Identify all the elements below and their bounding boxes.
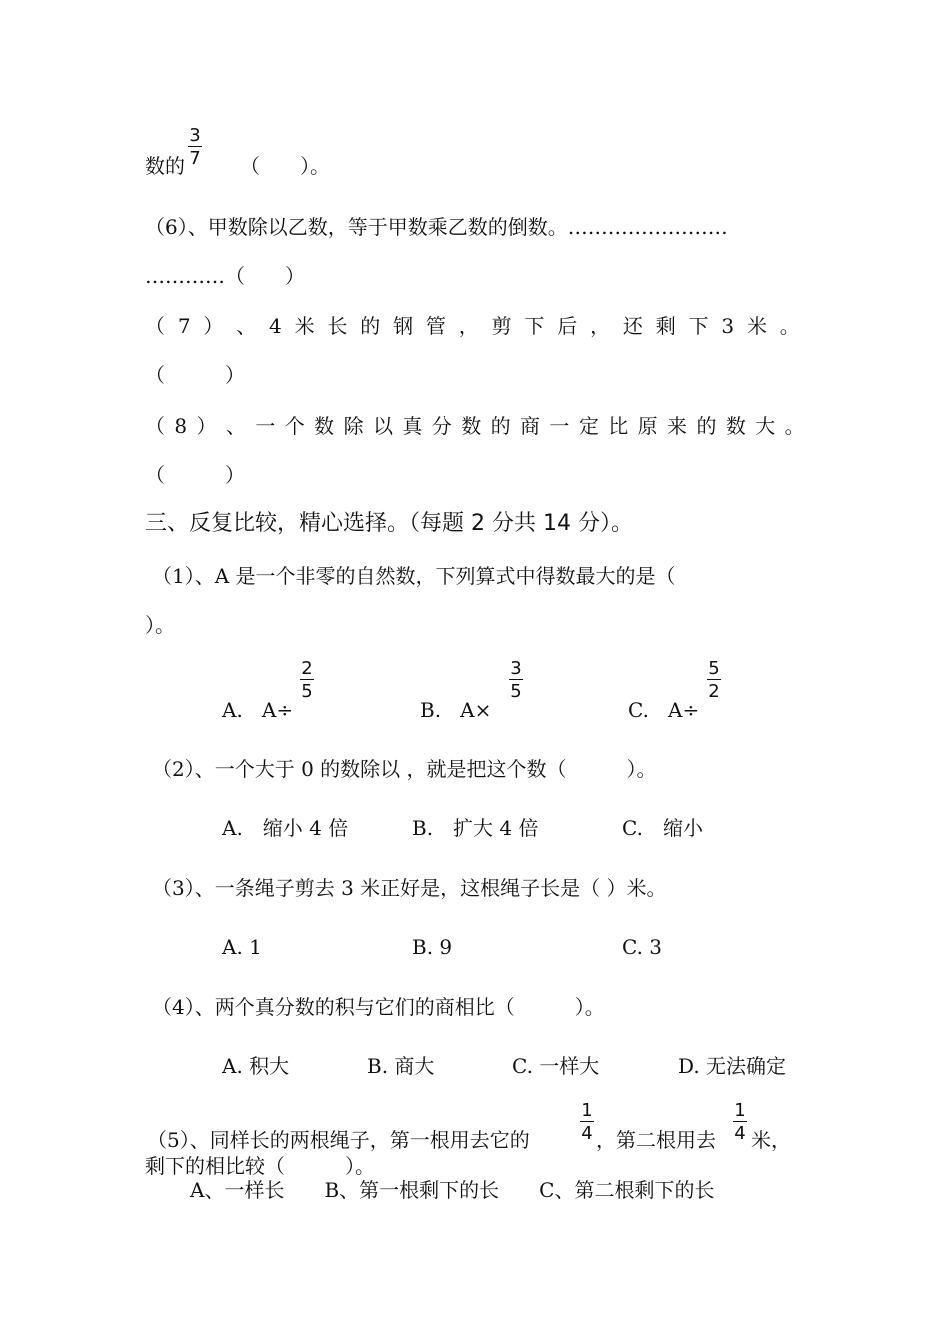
- q7-token: 还: [622, 314, 643, 338]
- choice-q5-stem-line2: 剩下的相比较（ ）。: [145, 1154, 375, 1178]
- q8-token: 8: [174, 414, 188, 438]
- section3-heading: 三、反复比较，精心选择。（每题 2 分共 14 分）。: [145, 511, 633, 536]
- judge-q8-answer-paren[interactable]: （ ）: [145, 463, 245, 487]
- fraction-bar: [733, 1121, 747, 1122]
- judge-q8-line: [145, 414, 805, 438]
- option-c-label: C.: [628, 698, 649, 722]
- q8-token: 一: [549, 414, 570, 438]
- choice-q2-stem: （2）、一个大于 0 的数除以 ，就是把这个数（ ）。: [152, 757, 657, 781]
- choice-q1-option-a[interactable]: [222, 698, 293, 722]
- choice-q3-stem: （3）、一条绳子剪去 3 米正好是，这根绳子长是（ ）米。: [152, 876, 667, 900]
- choice-q2-option-c[interactable]: C. 缩小: [622, 816, 703, 840]
- q7-token: 7: [177, 314, 191, 338]
- judge-q5-answer-paren[interactable]: （ ）。: [240, 154, 330, 178]
- q8-token: 个: [284, 414, 305, 438]
- fraction-numerator: 3: [189, 125, 201, 146]
- judge-q6-line2[interactable]: …………（ ）: [145, 264, 305, 288]
- q7-token: 下: [524, 314, 545, 338]
- q7-token: 长: [327, 314, 348, 338]
- q8-token: 的: [696, 414, 717, 438]
- fraction-denominator: 2: [708, 681, 720, 702]
- q7-token: 钢: [393, 314, 414, 338]
- fraction-numerator: 5: [708, 658, 720, 679]
- choice-q4-option-c[interactable]: C. 一样大: [512, 1054, 600, 1078]
- q8-token: 以: [372, 414, 393, 438]
- choice-q5-stem-part2: ，第二根用去: [596, 1128, 716, 1152]
- q7-token: 米: [746, 314, 767, 338]
- fraction-numerator: 3: [510, 658, 522, 679]
- fraction-bar: [580, 1121, 594, 1122]
- fraction-three-sevenths: [188, 126, 202, 168]
- q8-token: 来: [667, 414, 688, 438]
- fraction-three-fifths: [509, 659, 523, 701]
- fraction-denominator: 7: [189, 148, 201, 169]
- q8-token: 数: [461, 414, 482, 438]
- fraction-two-fifths: [300, 659, 314, 701]
- choice-q4-option-b[interactable]: B. 商大: [367, 1054, 435, 1078]
- choice-q2-option-b[interactable]: B. 扩大 4 倍: [412, 816, 539, 840]
- q7-token: 的: [360, 314, 381, 338]
- q8-token: 定: [578, 414, 599, 438]
- q7-token: （: [145, 314, 165, 338]
- fraction-bar: [509, 679, 523, 680]
- choice-q1-line2: ）。: [145, 613, 175, 637]
- choice-q5-options[interactable]: A、一样长 B、第一根剩下的长 C、第二根剩下的长: [190, 1178, 715, 1202]
- judge-q7-line: [145, 314, 800, 338]
- choice-q3-option-a[interactable]: A. 1: [222, 935, 262, 959]
- fraction-bar: [707, 679, 721, 680]
- q7-token: ）: [203, 314, 224, 338]
- q8-token: ）: [196, 414, 217, 438]
- option-b-label: B.: [420, 698, 442, 722]
- option-b-expr: A×: [460, 698, 492, 722]
- q7-token: 管: [425, 314, 446, 338]
- q8-token: 一: [255, 414, 276, 438]
- option-c-expr: A÷: [668, 698, 700, 722]
- q7-token: 3: [721, 314, 735, 338]
- q8-token: （: [145, 414, 165, 438]
- judge-q6-line1: （6）、甲数除以乙数，等于甲数乘乙数的倒数。……………………: [145, 215, 728, 239]
- q8-token: 的: [490, 414, 511, 438]
- q8-token: 大: [755, 414, 776, 438]
- fraction-denominator: 4: [734, 1123, 746, 1144]
- choice-q4-option-d[interactable]: D. 无法确定: [678, 1054, 787, 1078]
- fraction-denominator: 5: [510, 681, 522, 702]
- fraction-bar: [188, 146, 202, 147]
- q7-token: 下: [688, 314, 709, 338]
- fraction-bar: [300, 679, 314, 680]
- choice-q5-stem-part1: （5）、同样长的两根绳子，第一根用去它的: [147, 1128, 530, 1152]
- q7-token: 4: [269, 314, 282, 338]
- q7-token: 、: [236, 314, 257, 338]
- fraction-one-quarter-first: [580, 1101, 594, 1143]
- fraction-denominator: 4: [581, 1123, 593, 1144]
- q8-token: 除: [343, 414, 364, 438]
- choice-q4-option-a[interactable]: A. 积大: [222, 1054, 290, 1078]
- judge-q7-answer-paren[interactable]: （ ）: [145, 363, 245, 387]
- q7-token: 后: [557, 314, 578, 338]
- q7-token: 剩: [655, 314, 676, 338]
- q8-token: 原: [637, 414, 658, 438]
- q8-token: 真: [402, 414, 423, 438]
- q8-token: 分: [431, 414, 452, 438]
- fraction-five-halves: [707, 659, 721, 701]
- q8-token: 比: [608, 414, 629, 438]
- fraction-denominator: 5: [301, 681, 313, 702]
- q7-token: 。: [779, 314, 800, 338]
- q8-token: 、: [225, 414, 246, 438]
- choice-q1-option-b[interactable]: [420, 698, 491, 722]
- fraction-one-quarter-second: [733, 1101, 747, 1143]
- choice-q4-stem: （4）、两个真分数的积与它们的商相比（ ）。: [152, 995, 605, 1019]
- judge-q5-tail: 数的: [145, 154, 185, 178]
- q7-token: ，: [590, 314, 611, 338]
- fraction-numerator: 2: [301, 658, 313, 679]
- q7-token: 剪: [491, 314, 512, 338]
- option-a-expr: A÷: [261, 698, 294, 722]
- choice-q5-stem-part3: 米，: [751, 1128, 791, 1152]
- choice-q3-option-b[interactable]: B. 9: [412, 935, 453, 959]
- choice-q3-option-c[interactable]: C. 3: [622, 935, 663, 959]
- q8-token: 。: [784, 414, 805, 438]
- choice-q1-option-c[interactable]: [628, 698, 699, 722]
- q8-token: 数: [314, 414, 335, 438]
- choice-q1-line1: （1）、A 是一个非零的自然数，下列算式中得数最大的是（: [152, 564, 676, 588]
- choice-q2-option-a[interactable]: A. 缩小 4 倍: [222, 816, 349, 840]
- fraction-numerator: 1: [581, 1100, 593, 1121]
- q7-token: ，: [458, 314, 479, 338]
- fraction-numerator: 1: [734, 1100, 746, 1121]
- option-a-label: A.: [222, 698, 243, 722]
- q7-token: 米: [294, 314, 315, 338]
- q8-token: 数: [725, 414, 746, 438]
- q8-token: 商: [520, 414, 541, 438]
